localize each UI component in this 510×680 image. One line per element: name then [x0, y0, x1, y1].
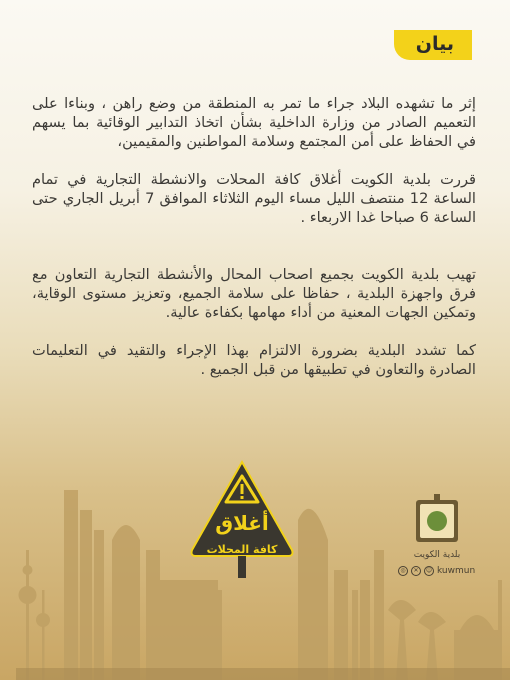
paragraph-closing: كما تشدد البلدية بضرورة الالتزام بهذا الإجراء والتقيد في التعليمات الصادرة والتعاون في تطبيقها من قبل الجميع .: [32, 342, 476, 378]
statement-badge: بيان: [394, 30, 472, 60]
warning-subtitle: كافة المحلات: [206, 543, 278, 556]
social-handle: kuwmun: [437, 566, 476, 576]
municipality-logo: [412, 492, 462, 544]
warning-title: أغلاق: [215, 511, 269, 535]
x-icon: ✕: [411, 566, 421, 576]
social-handle-row: [398, 566, 480, 576]
snapchat-icon: ☺: [425, 567, 433, 574]
statement-body: [32, 94, 476, 398]
instagram-icon: ◎: [398, 566, 408, 576]
organization-name: بلدية الكويت: [413, 550, 461, 560]
paragraph-appeal: تهيب بلدية الكويت بجميع اصحاب المحال والأنشطة التجارية التعاون مع فرق واجهزة البلدية ، حفاظا على سلامة الجميع، وتعزيز مستوى الوقاية، وتمكين الجهات المعنية من أداء مهامها بكفاءة عالية.: [32, 266, 476, 321]
paragraph-intro: إثر ما تشهده البلاد جراء ما تمر به المنطقة من وضع راهن ، وبناءا على التعميم الصادر من وزارة الداخلية بشأن اتخاذ التدابير الوقائية بما يسهم في الحفاظ على أمن المجتمع وسلامة المواطنين والمقيمين،: [32, 95, 476, 150]
paragraph-decision: قررت بلدية الكويت أغلاق كافة المحلات والانشطة التجارية في تمام الساعة 12 منتصف الليل مساء اليوم الثلاثاء الموافق 7 أبريل الجاري حتى الساعة 6 صباحا غدا الاربعاء .: [32, 171, 476, 226]
